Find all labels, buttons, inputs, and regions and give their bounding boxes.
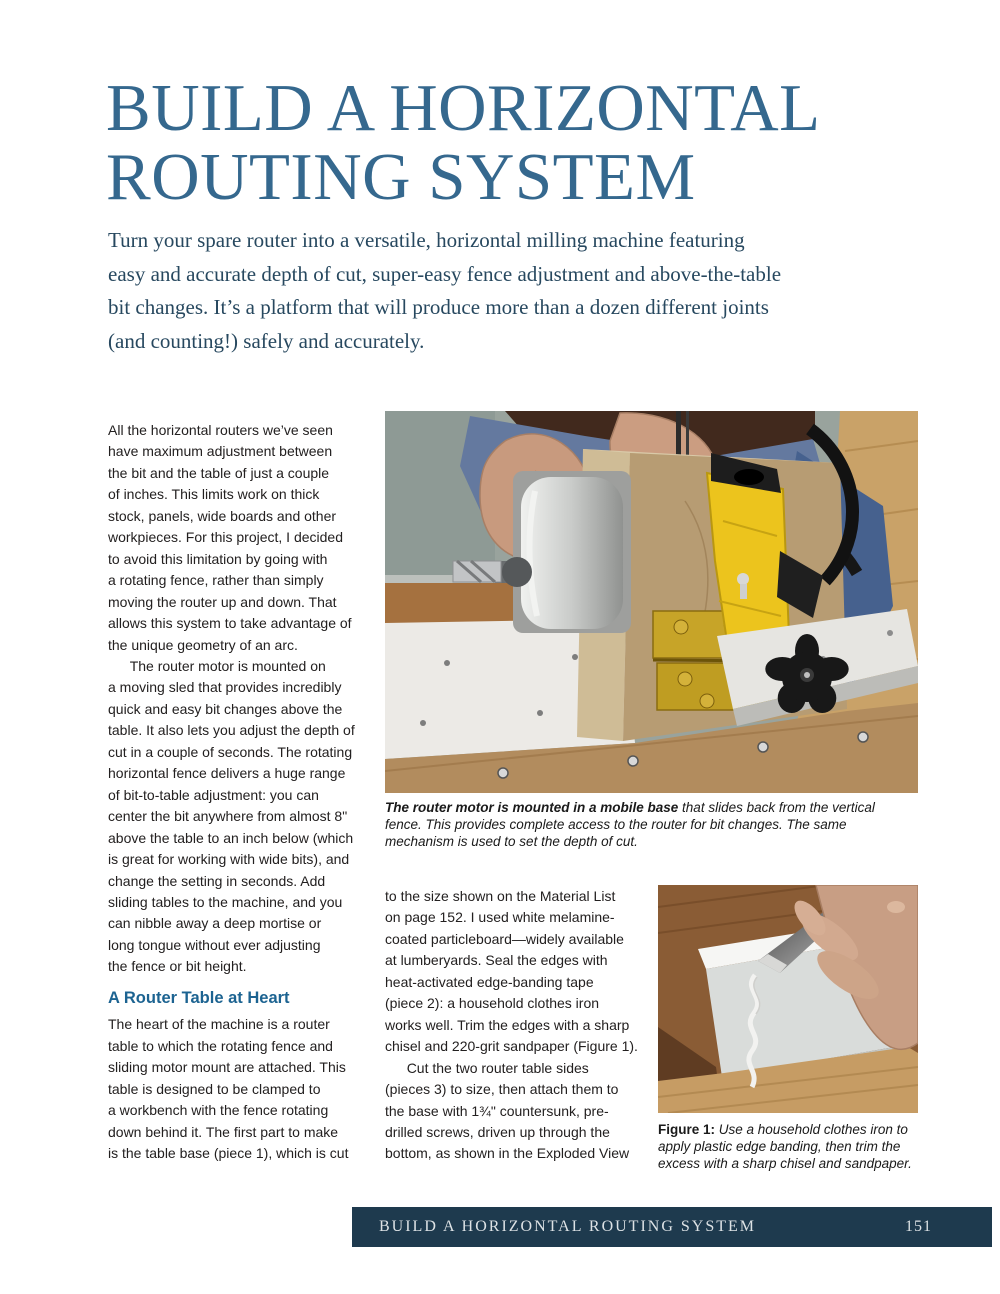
page-title-line1: BUILD A HORIZONTAL xyxy=(106,71,821,145)
paragraph-5: Cut the two router table sides (pieces 3) to size, then attach them to the base with 1¾" countersunk, pre- drilled screws, driven up through the bottom, as shown in the Exploded View xyxy=(385,1059,630,1162)
footer-title: BUILD A HORIZONTAL ROUTING SYSTEM xyxy=(379,1218,757,1235)
paragraph-4: to the size shown on the Material List on page 152. I used white melamine- coated particleboard—widely available at lumberyards. Seal the edges with heat-activated edge-banding tape (piece 2): a household clothes iron works well. Trim the edges with a sharp chisel and 220-grit sandpaper (Figure 1). xyxy=(385,888,638,1055)
paragraph-2: The router motor is mounted on a moving sled that provides incredibly quick and easy bit changes above the table. It also lets you adjust the depth of cut in a couple of seconds. The rotating horizontal fence delivers a huge range of bit-to-table adjustment: you can center the bit anywhere from almost 8" above the table to an inch below (which is great for working with wide bits), and change the setting in seconds. Add sliding tables to the machine, and you can nibble away a deep mortise or long tongue without ever adjusting the fence or bit height. xyxy=(108,657,355,975)
figure1-caption xyxy=(658,1121,916,1172)
intro-deck: Turn your spare router into a versatile, horizontal milling machine featuring easy and accurate depth of cut, super-easy fence adjustment and above-the-table bit changes. It’s a platform that will produce more than a dozen different joints (and counting!) safely and accurately. xyxy=(108,228,782,353)
page-number: 151 xyxy=(905,1218,932,1235)
page-title xyxy=(106,71,936,214)
body-column-left xyxy=(108,420,370,1164)
figure1-caption-text: Use a household clothes iron to apply plastic edge banding, then trim the excess with a sharp chisel and sandpaper. xyxy=(658,1122,912,1171)
main-photo-router-sled xyxy=(385,411,918,793)
paragraph-1: All the horizontal routers we’ve seen have maximum adjustment between the bit and the table of just a couple of inches. This limits work on thick stock, panels, wide boards and other workpieces. For this project, I decided to avoid this limitation by going with a rotating fence, rather than simply moving the router up and down. That allows this system to take advantage of the unique geometry of an arc. xyxy=(108,422,352,653)
body-column-middle xyxy=(385,886,657,1165)
caption-lead: The router motor is mounted in a mobile base xyxy=(385,800,679,815)
paragraph-3: The heart of the machine is a router table to which the rotating fence and sliding motor mount are attached. This table is designed to be clamped to a workbench with the fence rotating down behind it. The first part to make is the table base (piece 1), which is cut xyxy=(108,1016,349,1161)
main-photo-caption xyxy=(385,799,913,850)
figure1-photo-edge-banding xyxy=(658,885,918,1113)
footer-bar xyxy=(352,1207,992,1247)
page-title-line2: ROUTING SYSTEM xyxy=(106,140,696,214)
caption-rest: that slides back from the vertical fence. This provides complete access to the router for bit changes. The same mechanism is used to set the depth of cut. xyxy=(385,800,875,849)
section-heading: A Router Table at Heart xyxy=(108,988,290,1007)
figure1-label: Figure 1: xyxy=(658,1122,716,1137)
